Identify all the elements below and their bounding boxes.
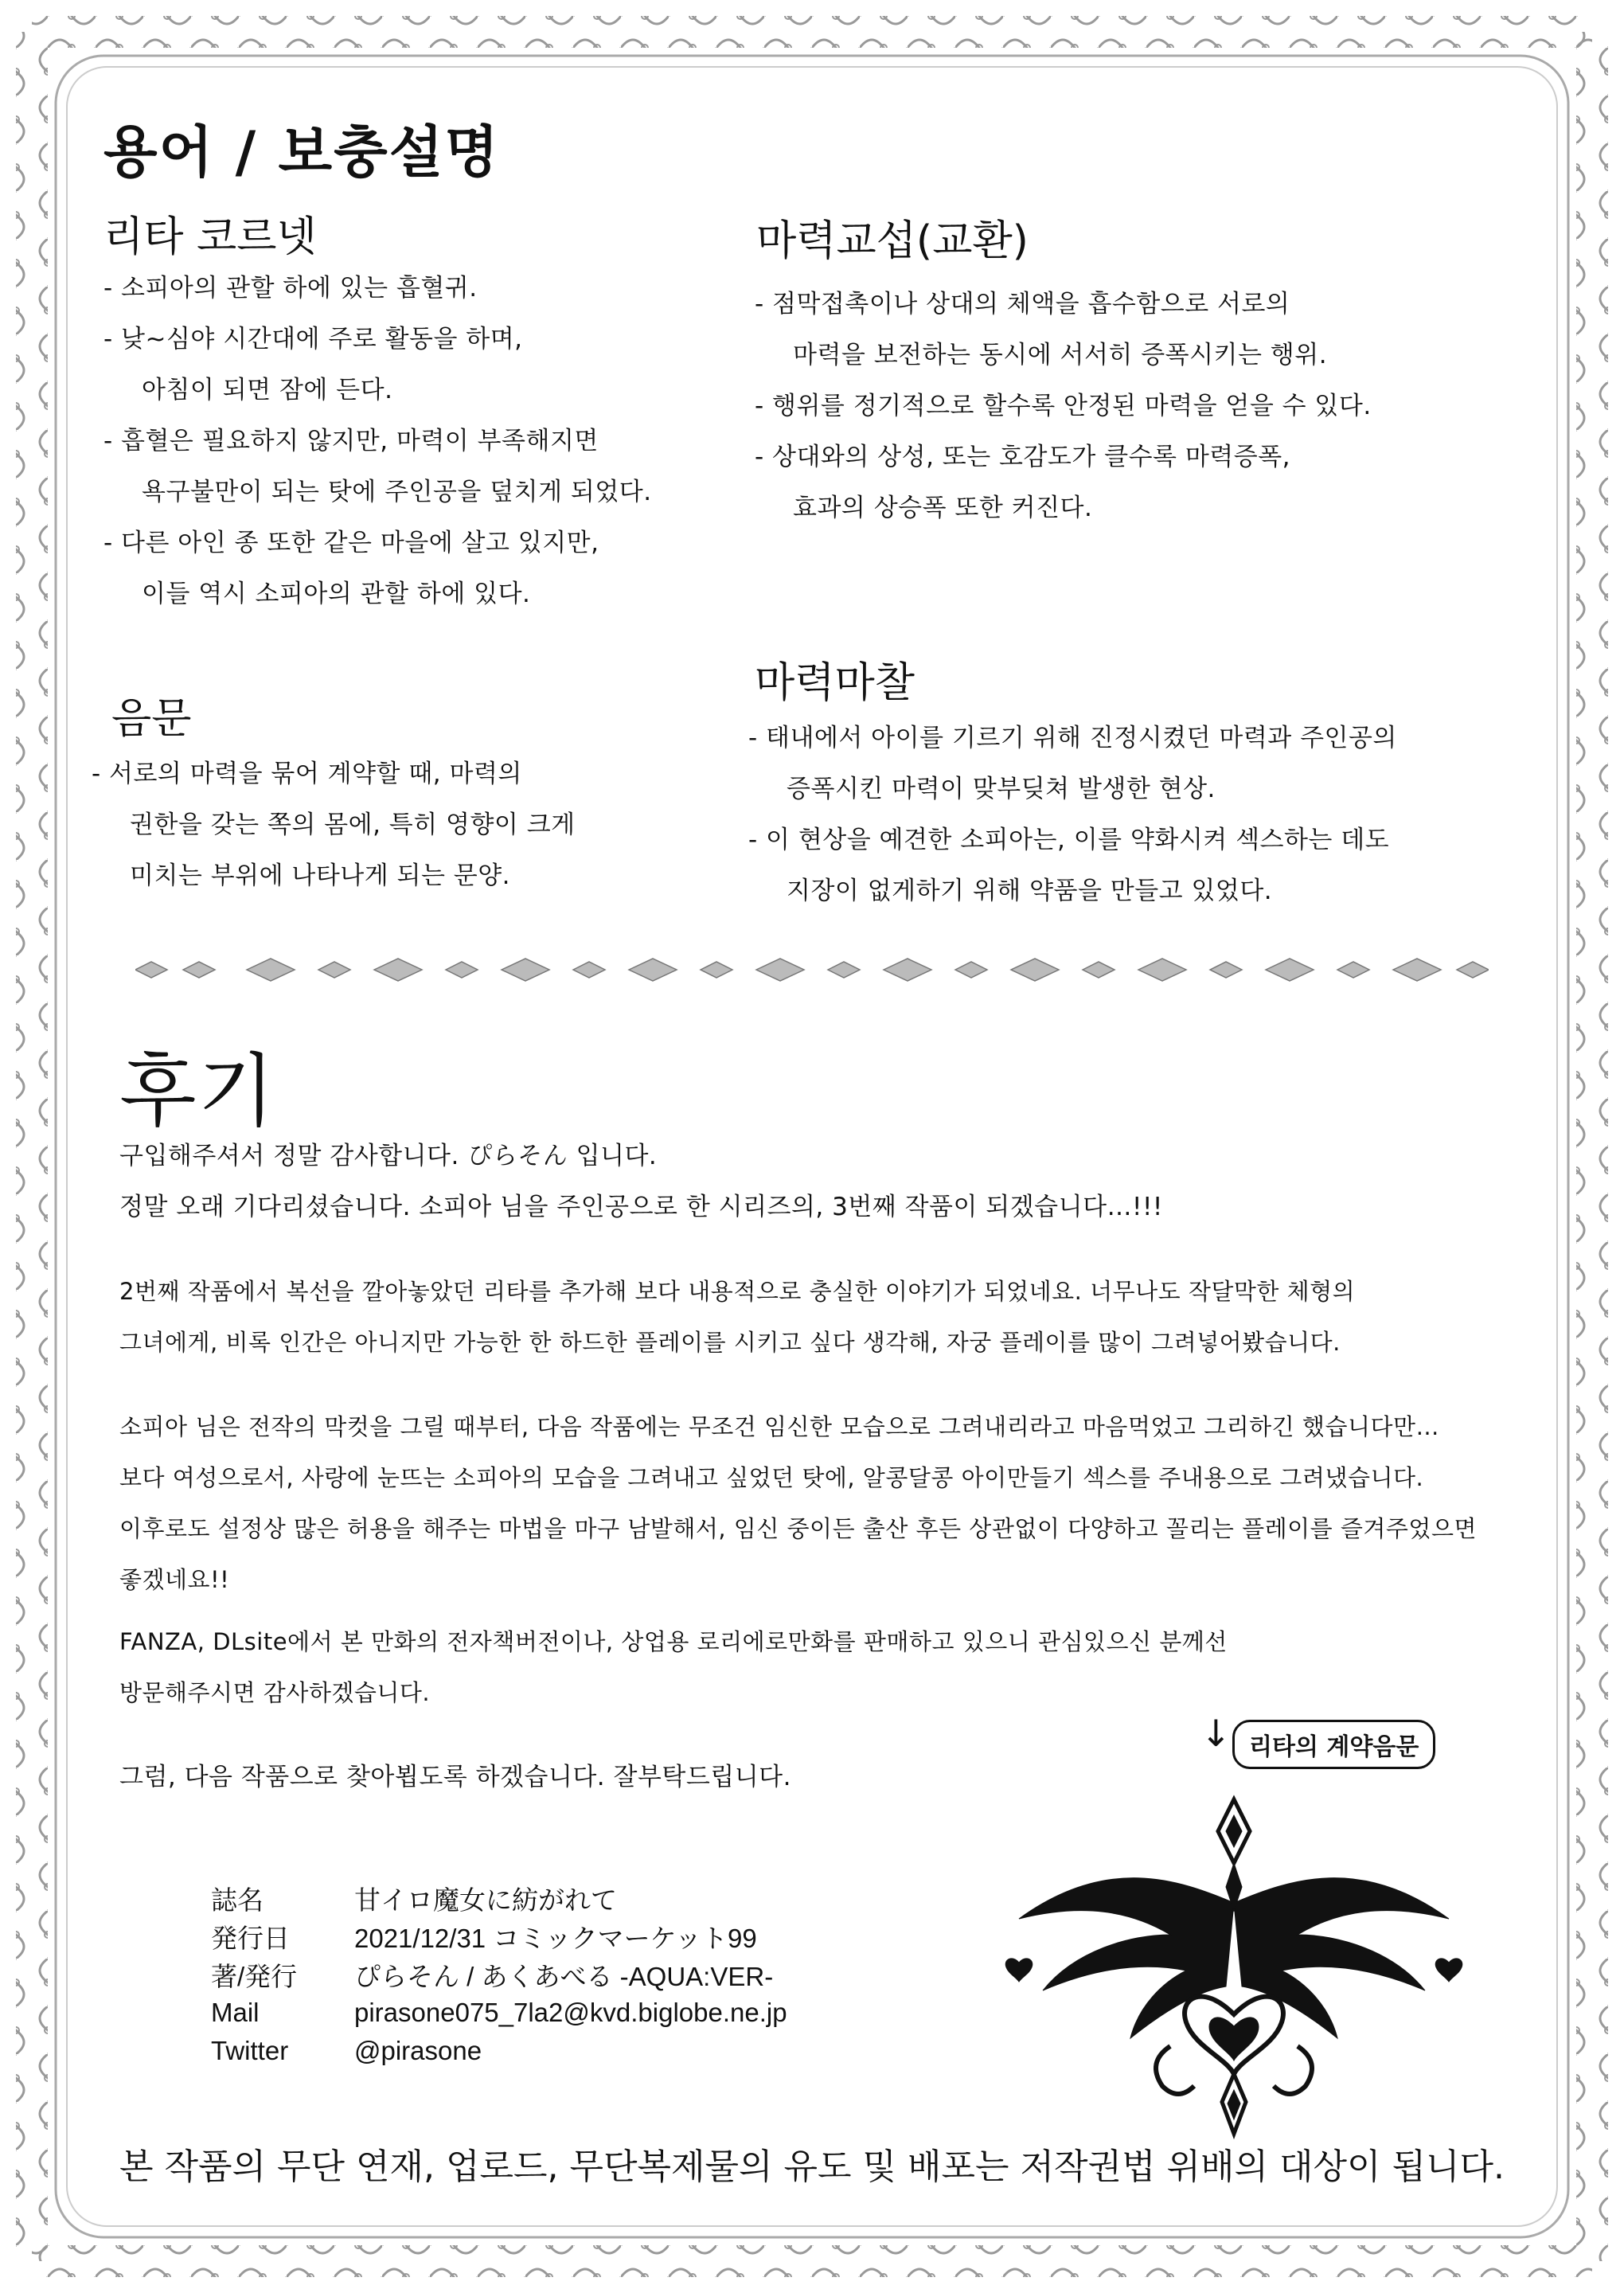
mark-line: 권한을 갖는 쪽의 몸에, 특히 영향이 크게 <box>130 811 576 839</box>
friction-line: 증폭시킨 마력이 맞부딪쳐 발생한 현상. <box>787 775 1216 803</box>
afterword-paragraph-4 <box>119 1616 1228 1718</box>
afterword-line: 그럼, 다음 작품으로 찾아뵙도록 하겠습니다. 잘부탁드립니다. <box>119 1763 791 1791</box>
afterword-line: 정말 오래 기다리셨습니다. 소피아 님을 주인공으로 한 시리즈의, 3번째 작품이 되겠습니다…!!! <box>119 1193 1163 1221</box>
friction-line: - 태내에서 아이를 기르기 위해 진정시켰던 마력과 주인공의 <box>748 724 1397 752</box>
friction-line: 지장이 없게하기 위해 약품을 만들고 있었다. <box>787 877 1273 905</box>
exchange-line: 효과의 상승폭 또한 커진다. <box>793 494 1093 522</box>
colophon-value: 2021/12/31 コミックマーケット99 <box>354 1923 757 1953</box>
rita-line: 이들 역시 소피아의 관할 하에 있다. <box>142 580 531 608</box>
afterword-paragraph-1 <box>119 1131 1163 1232</box>
rita-line: - 낮~심야 시간대에 주로 활동을 하며, <box>103 325 523 354</box>
down-arrow-icon: ↓ <box>1200 1712 1232 1755</box>
mark-line: - 서로의 마력을 묶어 계약할 때, 마력의 <box>92 760 522 788</box>
exchange-line: - 상대와의 상성, 또는 호감도가 클수록 마력증폭, <box>755 443 1290 471</box>
exchange-description <box>755 279 1372 533</box>
sigil-label: 리타의 계약음문 <box>1232 1720 1435 1769</box>
colophon-row <box>211 1917 787 1955</box>
exchange-heading: 마력교섭(교환) <box>756 217 1029 265</box>
friction-heading: 마력마찰 <box>755 659 915 707</box>
rita-line: 욕구불만이 되는 탓에 주인공을 덮치게 되었다. <box>142 478 652 506</box>
colophon-key: 著/発行 <box>211 1961 298 1991</box>
colophon-row <box>211 1879 787 1917</box>
afterword-line: 좋겠네요!! <box>119 1566 230 1593</box>
afterword-paragraph-2 <box>119 1266 1355 1368</box>
colophon-value: 甘イロ魔女に紡がれて <box>354 1885 617 1915</box>
exchange-line: 마력을 보전하는 동시에 서서히 증폭시키는 행위. <box>793 341 1328 369</box>
afterword-line: 이후로도 설정상 많은 허용을 해주는 마법을 마구 남발해서, 임신 중이든 출산 후든 상관없이 다양하고 꼴리는 플레이를 즐겨주었으면 <box>119 1515 1477 1542</box>
afterword-line: 보다 여성으로서, 사랑에 눈뜨는 소피아의 모습을 그려내고 싶었던 탓에, 알콩달콩 아이만들기 섹스를 주내용으로 그려냈습니다. <box>119 1464 1424 1491</box>
afterword-paragraph-5 <box>119 1752 791 1803</box>
friction-line: - 이 현상을 예견한 소피아는, 이를 약화시켜 섹스하는 데도 <box>748 826 1390 854</box>
rita-line: - 소피아의 관할 하에 있는 흡혈귀. <box>103 274 478 303</box>
colophon-table <box>211 1879 787 2070</box>
ornamental-divider <box>135 955 1489 984</box>
afterword-line: 방문해주시면 감사하겠습니다. <box>119 1679 431 1706</box>
colophon-row <box>211 2032 787 2070</box>
colophon-key: Twitter <box>211 2036 289 2065</box>
mark-line: 미치는 부위에 나타나게 되는 문양. <box>130 861 511 890</box>
afterword-title: 후기 <box>119 1045 277 1138</box>
mark-heading: 음문 <box>111 695 192 743</box>
rita-line: - 흡혈은 필요하지 않지만, 마력이 부족해지면 <box>103 427 599 455</box>
rita-line: - 다른 아인 종 또한 같은 마을에 살고 있지만, <box>103 529 599 557</box>
rita-heading: 리타 코르넷 <box>103 213 317 261</box>
colophon-key: 誌名 <box>211 1885 264 1915</box>
colophon-value: ぴらそん / あくあべる -AQUA:VER- <box>354 1961 774 1991</box>
rita-description <box>103 263 652 619</box>
afterword-line: 소피아 님은 전작의 막컷을 그릴 때부터, 다음 작품에는 무조건 임신한 모습으로 그려내리라고 마음먹었고 그리하긴 했습니다만… <box>119 1413 1440 1440</box>
colophon-key: Mail <box>211 1998 260 2027</box>
afterword-line: 2번째 작품에서 복선을 깔아놓았던 리타를 추가해 보다 내용적으로 충실한 이야기가 되었네요. 너무나도 작달막한 체형의 <box>119 1278 1356 1305</box>
exchange-line: - 행위를 정기적으로 할수록 안정된 마력을 얻을 수 있다. <box>755 392 1372 420</box>
colophon-value: @pirasone <box>354 2036 482 2065</box>
exchange-line: - 점막접촉이나 상대의 체액을 흡수함으로 서로의 <box>755 290 1290 318</box>
colophon <box>211 1879 787 2070</box>
afterword-paragraph-3 <box>119 1401 1477 1605</box>
copyright-notice: 본 작품의 무단 연재, 업로드, 무단복제물의 유도 및 배포는 저작권법 위배의 대상이 됩니다. <box>119 2147 1505 2187</box>
contract-mark-illustration <box>987 1783 1481 2150</box>
friction-description <box>748 713 1397 916</box>
colophon-key: 発行日 <box>211 1923 290 1953</box>
terms-title: 용어 / 보충설명 <box>103 119 501 185</box>
afterword-line: FANZA, DLsite에서 본 만화의 전자책버전이나, 상업용 로리에로만화를 판매하고 있으니 관심있으신 분께선 <box>119 1628 1228 1655</box>
afterword-line: 그녀에게, 비록 인간은 아니지만 가능한 한 하드한 플레이를 시키고 싶다 생각해, 자궁 플레이를 많이 그려넣어봤습니다. <box>119 1329 1341 1356</box>
rita-line: 아침이 되면 잠에 든다. <box>142 376 393 404</box>
colophon-value: pirasone075_7la2@kvd.biglobe.ne.jp <box>354 1998 787 2027</box>
mark-description <box>92 748 576 901</box>
colophon-row <box>211 1994 787 2032</box>
colophon-row <box>211 1955 787 1994</box>
afterword-line: 구입해주셔서 정말 감사합니다. ぴらそん 입니다. <box>119 1142 658 1170</box>
